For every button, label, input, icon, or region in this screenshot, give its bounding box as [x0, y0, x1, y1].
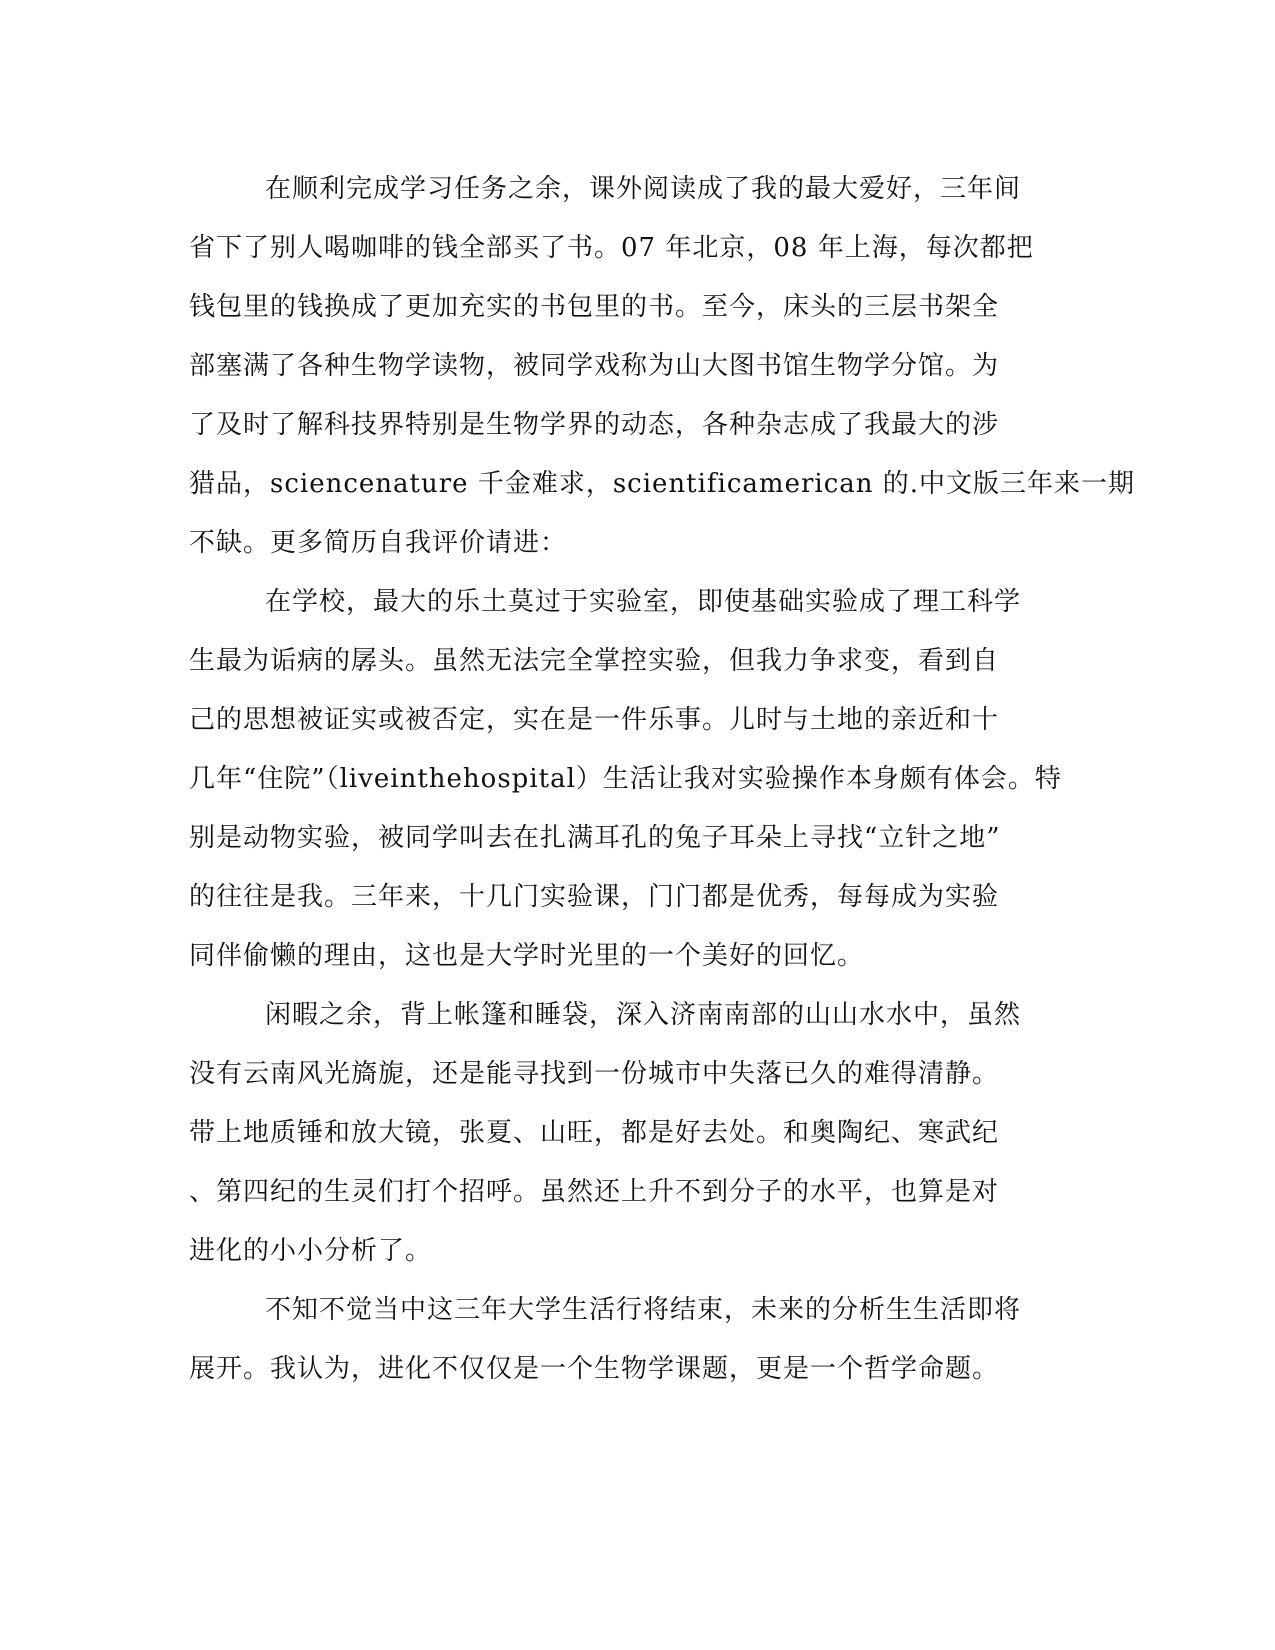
text-line: 的往往是我。三年来，十几门实验课，门门都是优秀，每每成为实验	[189, 882, 1000, 912]
text-line: 了及时了解科技界特别是生物学界的动态，各种杂志成了我最大的涉	[189, 410, 1000, 440]
paragraph-conclusion	[189, 1281, 1089, 1399]
paragraph-laboratory	[189, 573, 1089, 986]
text-line: 在学校，最大的乐土莫过于实验室，即使基础实验成了理工科学	[265, 587, 1022, 617]
text-line: 带上地质锤和放大镜，张夏、山旺，都是好去处。和奥陶纪、寒武纪	[189, 1118, 1000, 1148]
text-line: 、第四纪的生灵们打个招呼。虽然还上升不到分子的水平，也算是对	[189, 1177, 1000, 1207]
paragraph-reading	[189, 160, 1136, 573]
text-line: 在顺利完成学习任务之余，课外阅读成了我的最大爱好，三年间	[265, 174, 1022, 204]
text-line: 己的思想被证实或被否定，实在是一件乐事。儿时与土地的亲近和十	[189, 705, 1000, 735]
text-line: 生最为诟病的孱头。虽然无法完全掌控实验，但我力争求变，看到自	[189, 646, 1000, 676]
text-line: 省下了别人喝咖啡的钱全部买了书。07 年北京，08 年上海，每次都把	[189, 233, 1034, 263]
text-line: 部塞满了各种生物学读物，被同学戏称为山大图书馆生物学分馆。为	[189, 351, 1000, 381]
text-line: 同伴偷懒的理由，这也是大学时光里的一个美好的回忆。	[189, 941, 865, 971]
text-line: 闲暇之余，背上帐篷和睡袋，深入济南南部的山山水水中，虽然	[265, 1000, 1022, 1030]
text-line: 展开。我认为，进化不仅仅是一个生物学课题，更是一个哲学命题。	[189, 1354, 1000, 1384]
text-line: 不缺。更多简历自我评价请进：	[189, 528, 568, 558]
document-body	[189, 160, 1136, 1399]
text-line: 猎品，sciencenature 千金难求，scientificamerican 的.中文版三年来一期	[189, 469, 1136, 499]
text-line: 几年“住院”（liveinthehospital）生活让我对实验操作本身颇有体会。特	[189, 764, 1062, 794]
paragraph-leisure	[189, 986, 1089, 1281]
text-line: 没有云南风光旖旎，还是能寻找到一份城市中失落已久的难得清静。	[189, 1059, 1000, 1089]
text-line: 别是动物实验，被同学叫去在扎满耳孔的兔子耳朵上寻找“立针之地”	[189, 823, 1001, 853]
text-line: 钱包里的钱换成了更加充实的书包里的书。至今，床头的三层书架全	[189, 292, 1000, 322]
text-line: 进化的小小分析了。	[189, 1236, 433, 1266]
text-line: 不知不觉当中这三年大学生活行将结束，未来的分析生生活即将	[265, 1295, 1022, 1325]
